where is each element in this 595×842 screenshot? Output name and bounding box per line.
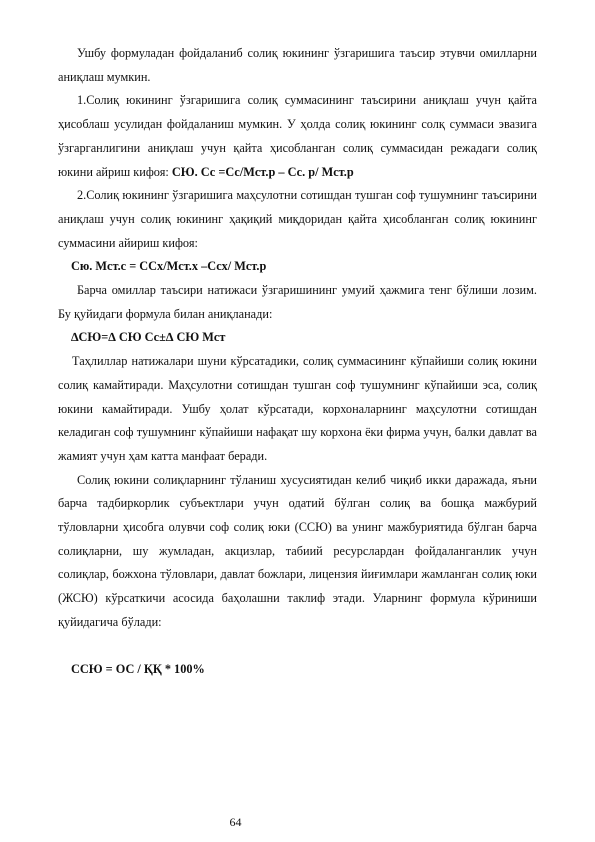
paragraph-analysis-results: Таҳлиллар натижалари шуни кўрсатадики, солиқ суммасининг кўпайиши солиқ юкини солиқ камайтиради. Маҳсулотни сотишдан тушган соф тушумнинг кўпайиши эса, солиқ юкини камайтиради. Ушбу ҳолат кўрсатади, корхоналарнинг маҳсулотни сотишдан келадиган соф тушумнинг кўпайиши нафақат шу корхона ёки фирма учун, балки давлат ва жамият учун ҳам катта манфаат беради. <box>58 354 537 463</box>
paragraph-method-1-text: 1.Солиқ юкининг ўзгаришига солиқ суммасининг таъсирини аниқлаш учун қайта ҳисоблаш усулидан фойдаланиш мумкин. У ҳолда солиқ юкининг солқ суммаси эвазига ўзгарганлигини аниқлаш учун қайта ҳисобланган солиқ суммасидан режадаги солиқ юкини айриш кифоя: <box>58 93 537 179</box>
page-number-text: 64 <box>229 815 242 829</box>
blank-line <box>58 635 537 658</box>
document-page <box>58 42 537 681</box>
formula-net-tax-burden: ССЮ = ОС / ҚҚ * 100% <box>71 661 205 676</box>
paragraph-total-effect: Барча омиллар таъсири натижаси ўзгаришининг умуий ҳажмига тенг бўлиши лозим. Бу қуйидаги формула билан аниқланади: <box>58 283 537 321</box>
formula-tax-amount: СЮ. Сс =Сс/Мст.р – Сс. р/ Мст.р <box>171 164 354 179</box>
paragraph-method-2: 2.Солиқ юкининг ўзгаришига маҳсулотни сотишдан тушган соф тушумнинг таъсирини аниқлаш учун солиқ юкининг ҳақиқий миқдоридан қайта ҳисобланган солиқ юкининг суммасини айириш кифоя: <box>58 188 537 250</box>
formula-total-change: ∆СЮ=∆ СЮ Сс±∆ СЮ Мст <box>71 330 226 345</box>
paragraph-intro: Ушбу формуладан фойдаланиб солиқ юкининг ўзгаришига таъсир этувчи омилларни аниқлаш мумкин. <box>58 46 537 84</box>
paragraph-method-1 <box>58 89 537 184</box>
page-number <box>0 815 595 830</box>
formula-net-revenue: Сю. Мст.с = ССх/Мст.х –Ссх/ Мст.р <box>71 259 267 274</box>
paragraph-tax-burden-levels: Солиқ юкини солиқларнинг тўланиш хусусиятидан келиб чиқиб икки даражада, яъни барча тадбиркорлик субъектлари учун одатий бўлган солиқ ва бошқа мажбурий тўловларни ҳисобга олувчи соф солиқ юки (ССЮ) ва унинг мажбуриятида бўлган барча солиқларни, шу жумладан, акцизлар, табиий ресурслардан фойдаланганлик учун солиқлар, божхона тўловлари, давлат божлари, лицензия йиғимлари жамланган солиқ юки (ЖСЮ) кўрсаткичи асосида баҳолашни таклиф этади. Уларнинг формула кўриниши қуйидагича бўлади: <box>58 472 537 629</box>
